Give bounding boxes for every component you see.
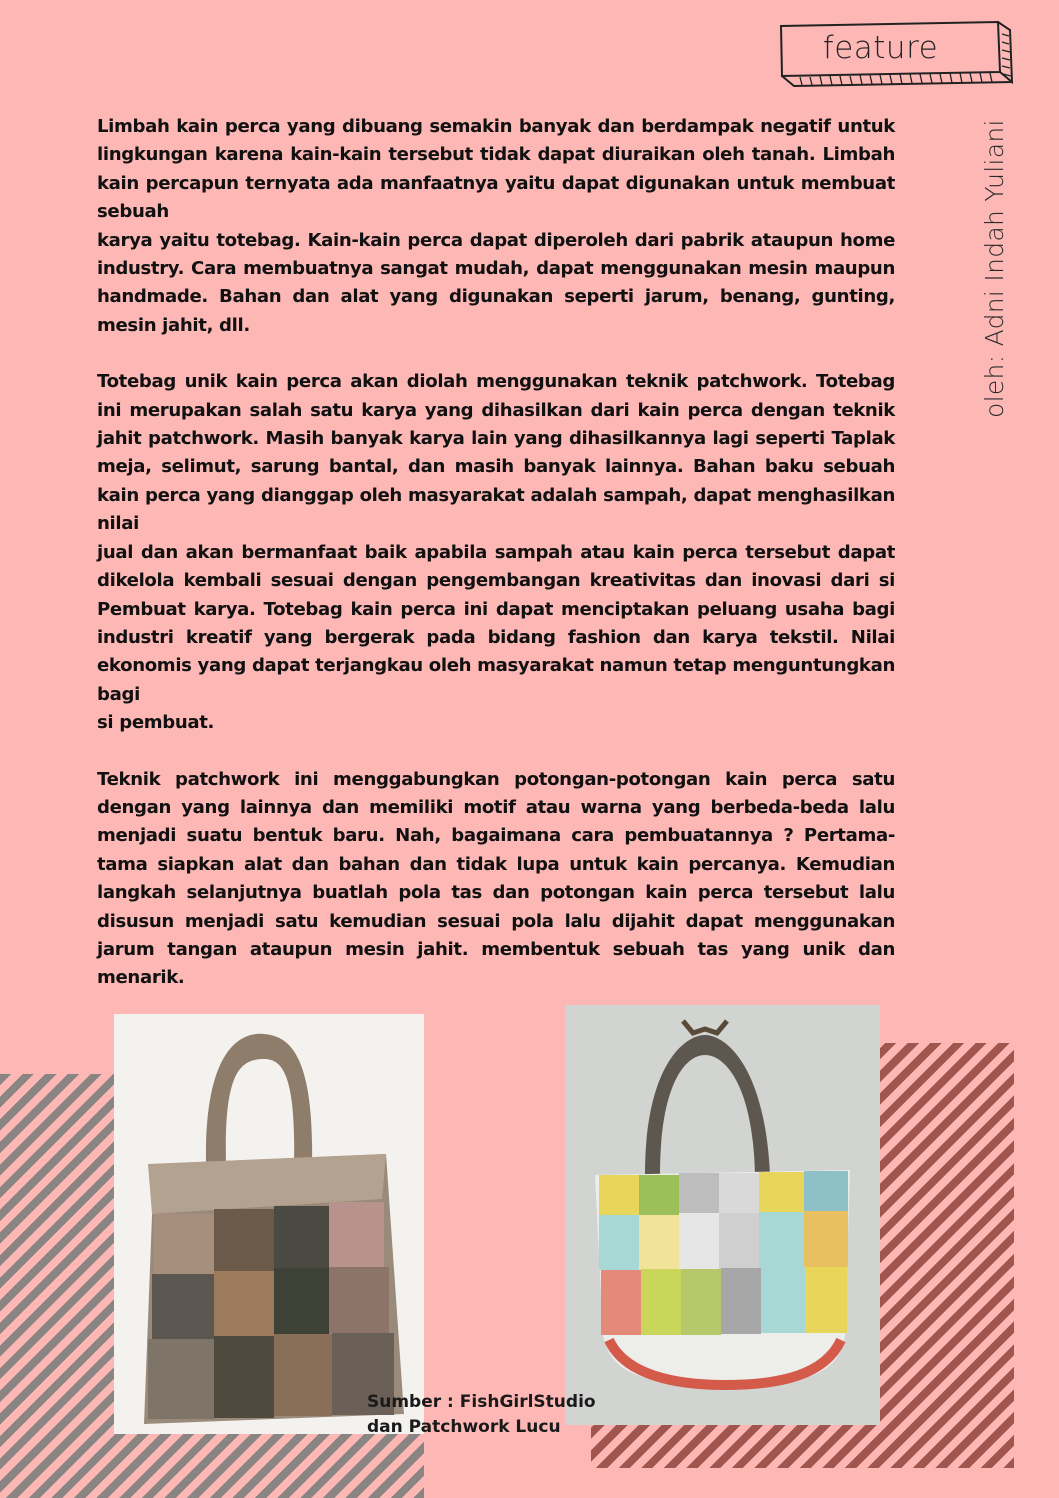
paragraph-line: si pembuat. [97,712,215,734]
tweed-tote-illustration [114,1014,424,1434]
label-text: feature [822,30,939,66]
paragraph-line: jual dan akan bermanfaat baik apabila sampah atau kain perca tersebut dapat dikelola kembali sesuai dengan pengembangan kreativitas dan inovasi dari si Pembuat karya. Totebag kain perca ini dapat menciptakan peluang usaha bagi industri kreatif yang bergerak pada bidang fashion dan karya tekstil. Nilai ekonomis yang dapat terjangkau oleh masyarakat namun tetap menguntungkan bagi [97,541,895,705]
paragraph-line: Limbah kain perca yang dibuang semakin banyak dan berdampak negatif untuk lingkungan karena kain-kain tersebut tidak dapat diuraikan oleh tanah. Limbah kain percapun ternyata ada manfaatnya yaitu dapat digunakan untuk membuat sebuah [97,116,895,223]
tote-photo-tweed [114,1014,424,1434]
tote-photo-colorful [565,1005,880,1425]
image-source-caption [367,1390,596,1440]
paragraph-line: Teknik patchwork ini menggabungkan potongan-potongan kain perca satu dengan yang lainnya dan memiliki motif atau warna yang berbeda-beda lalu menjadi suatu bentuk baru. Nah, bagaimana cara pembuatannya ? Pertama-tama siapkan alat dan bahan dan tidak lupa untuk kain percanya. Kemudian langkah selanjutnya buatlah pola tas dan potongan kain perca tersebut lalu disusun menjadi satu kemudian sesuai pola lalu dijahit dapat menggunakan jarum tangan ataupun mesin jahit. membentuk sebuah tas yang unik dan menarik. [97,768,895,989]
paragraph-1 [97,113,895,340]
section-label [778,20,1008,92]
author-byline: oleh: Adni Indah Yuliani [980,119,1009,418]
source-line-2: dan Patchwork Lucu [367,1417,561,1437]
colorful-tote-illustration [565,1005,880,1425]
paragraph-3 [97,766,895,993]
paragraph-line: karya yaitu totebag. Kain-kain perca dapat diperoleh dari pabrik ataupun home industry. Cara membuatnya sangat mudah, dapat menggunakan mesin maupun handmade. Bahan dan alat yang digunakan seperti jarum, benang, gunting, mesin jahit, dll. [97,229,895,336]
paragraph-line: Totebag unik kain perca akan diolah menggunakan teknik patchwork. Totebag ini merupakan salah satu karya yang dihasilkan dari kain perca dengan teknik jahit patchwork. Masih banyak karya lain yang dihasilkannya lagi seperti Taplak meja, selimut, sarung bantal, dan masih banyak lainnya. Bahan baku sebuah kain perca yang dianggap oleh masyarakat adalah sampah, dapat menghasilkan nilai [97,371,895,535]
paragraph-2 [97,368,895,737]
article-body [97,113,895,1021]
source-line-1: Sumber : FishGirlStudio [367,1392,596,1412]
